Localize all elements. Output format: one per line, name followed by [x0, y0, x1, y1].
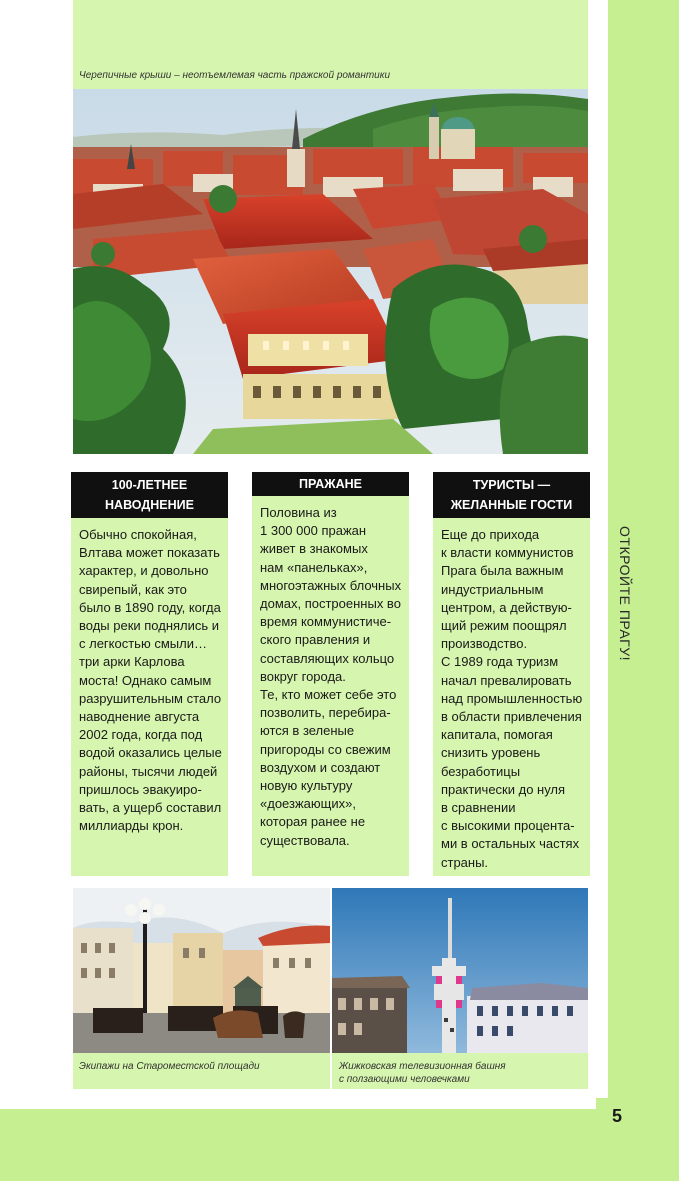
box-text-line: в сравнении [441, 800, 516, 816]
box-text-line: 2002 года, когда под [79, 727, 203, 743]
box-text-line: индустриальным [441, 581, 544, 597]
box-text-line: было в 1890 году, когда [79, 599, 221, 615]
box-praguers-title [252, 472, 409, 496]
box-text-line: живет в знакомых [260, 541, 368, 557]
box-text-line: ского правления и [260, 632, 371, 648]
box-text-line: С 1989 года туризм [441, 654, 559, 670]
box-text-line: составляющих кольцо [260, 650, 395, 666]
box-text-line: многоэтажных блочных [260, 577, 402, 593]
box-text-line: характер, и довольно [79, 563, 209, 579]
box-title-line: ЖЕЛАННЫЕ ГОСТИ [450, 498, 573, 512]
box-title-line: ТУРИСТЫ — [472, 478, 551, 492]
box-text-line: которая ранее не [260, 814, 366, 830]
box-text-line: существовала. [260, 832, 350, 848]
box-praguers-body [252, 496, 409, 876]
box-text-line: свирепый, как это [79, 581, 187, 597]
box-text-line: с высокими процента- [441, 818, 575, 834]
caption-line: Жижковская телевизионная башня [339, 1061, 506, 1072]
box-text-line: над промышленностью [441, 690, 583, 706]
zizkov-tower-photo [332, 888, 588, 1053]
box-text-line: районы, тысячи людей [79, 763, 218, 779]
box-text-line: позволить, перебира- [260, 705, 391, 721]
box-text-line: Обычно спокойная, [79, 527, 197, 542]
caption-line: с ползающими человечками [339, 1074, 470, 1085]
box-text-line: «доезжающих», [260, 796, 356, 812]
box-title-line: НАВОДНЕНИЕ [105, 498, 194, 512]
box-text-line: новую культуру [260, 778, 353, 794]
box-text-line: пригороды со свежим [260, 741, 391, 757]
box-text-line: воздухом и создают [260, 759, 381, 775]
box-text-line: 1 300 000 пражан [260, 523, 367, 539]
box-text-line: в области привлечения [441, 709, 582, 725]
box-text-line: домах, построенных во [260, 596, 401, 612]
old-town-carriages-photo [73, 888, 330, 1053]
box-text-line: начал превалировать [441, 672, 572, 688]
sidebar-label: ОТКРОЙТЕ ПРАГУ! [617, 526, 633, 662]
box-title-line: ПРАЖАНЕ [299, 477, 362, 491]
box-text-line: Влтава может показать [79, 545, 220, 561]
box-flood-title [71, 472, 228, 518]
box-text-line: производство. [441, 636, 528, 652]
box-text-line: пришлось эвакуиро- [79, 781, 202, 797]
prague-rooftops-photo [73, 89, 588, 454]
box-text-line: Те, кто может себе это [260, 687, 397, 703]
box-text-line: снизить уровень [441, 745, 541, 761]
box-text-line: центром, а действую- [441, 599, 572, 615]
box-text-line: капитала, помогая [441, 727, 553, 743]
box-text-line: ми в остальных частях [441, 836, 580, 852]
tower-caption [339, 1060, 506, 1086]
box-text-line: Половина из [260, 505, 337, 520]
box-text-line: наводнение августа [79, 709, 200, 725]
carriages-caption [79, 1060, 260, 1073]
box-text-line: к власти коммунистов [441, 545, 574, 561]
box-text-line: миллиарды крон. [79, 818, 184, 834]
box-text-line: безработицы [441, 763, 521, 779]
footer-band [0, 1109, 596, 1181]
box-flood-body [71, 518, 228, 876]
box-text-line: с легкостью смыли… [79, 636, 207, 652]
box-text-line: щий режим поощрял [441, 618, 567, 634]
box-text-line: нам «панельках», [260, 559, 368, 575]
box-text-line: практически до нуля [441, 781, 566, 797]
box-text-line: вокруг города. [260, 668, 346, 684]
box-text-line: вать, а ущерб составил [79, 800, 222, 816]
box-title-line: 100-ЛЕТНЕЕ [111, 478, 188, 492]
top-photo-caption: Черепичные крыши – неотъемлемая часть пражской романтики [79, 70, 391, 81]
page-number: 5 [612, 1106, 623, 1126]
box-text-line: ются в зеленые [260, 723, 355, 739]
box-text-line: моста! Однако самым [79, 672, 212, 688]
box-text-line: Прага была важным [441, 563, 564, 579]
box-tourists-body [433, 518, 590, 876]
caption-line: Экипажи на Староместской площади [79, 1061, 260, 1072]
box-text-line: разрушительным стало [79, 690, 222, 706]
box-text-line: Еще до прихода [441, 527, 540, 542]
box-text-line: время коммунистиче- [260, 614, 392, 630]
box-text-line: три арки Карлова [79, 654, 185, 670]
box-text-line: воды реки поднялись и [79, 618, 220, 634]
box-text-line: страны. [441, 854, 489, 870]
box-text-line: водой оказались целые [79, 745, 222, 761]
box-tourists-title [433, 472, 590, 518]
page-number-tab [596, 1098, 679, 1181]
